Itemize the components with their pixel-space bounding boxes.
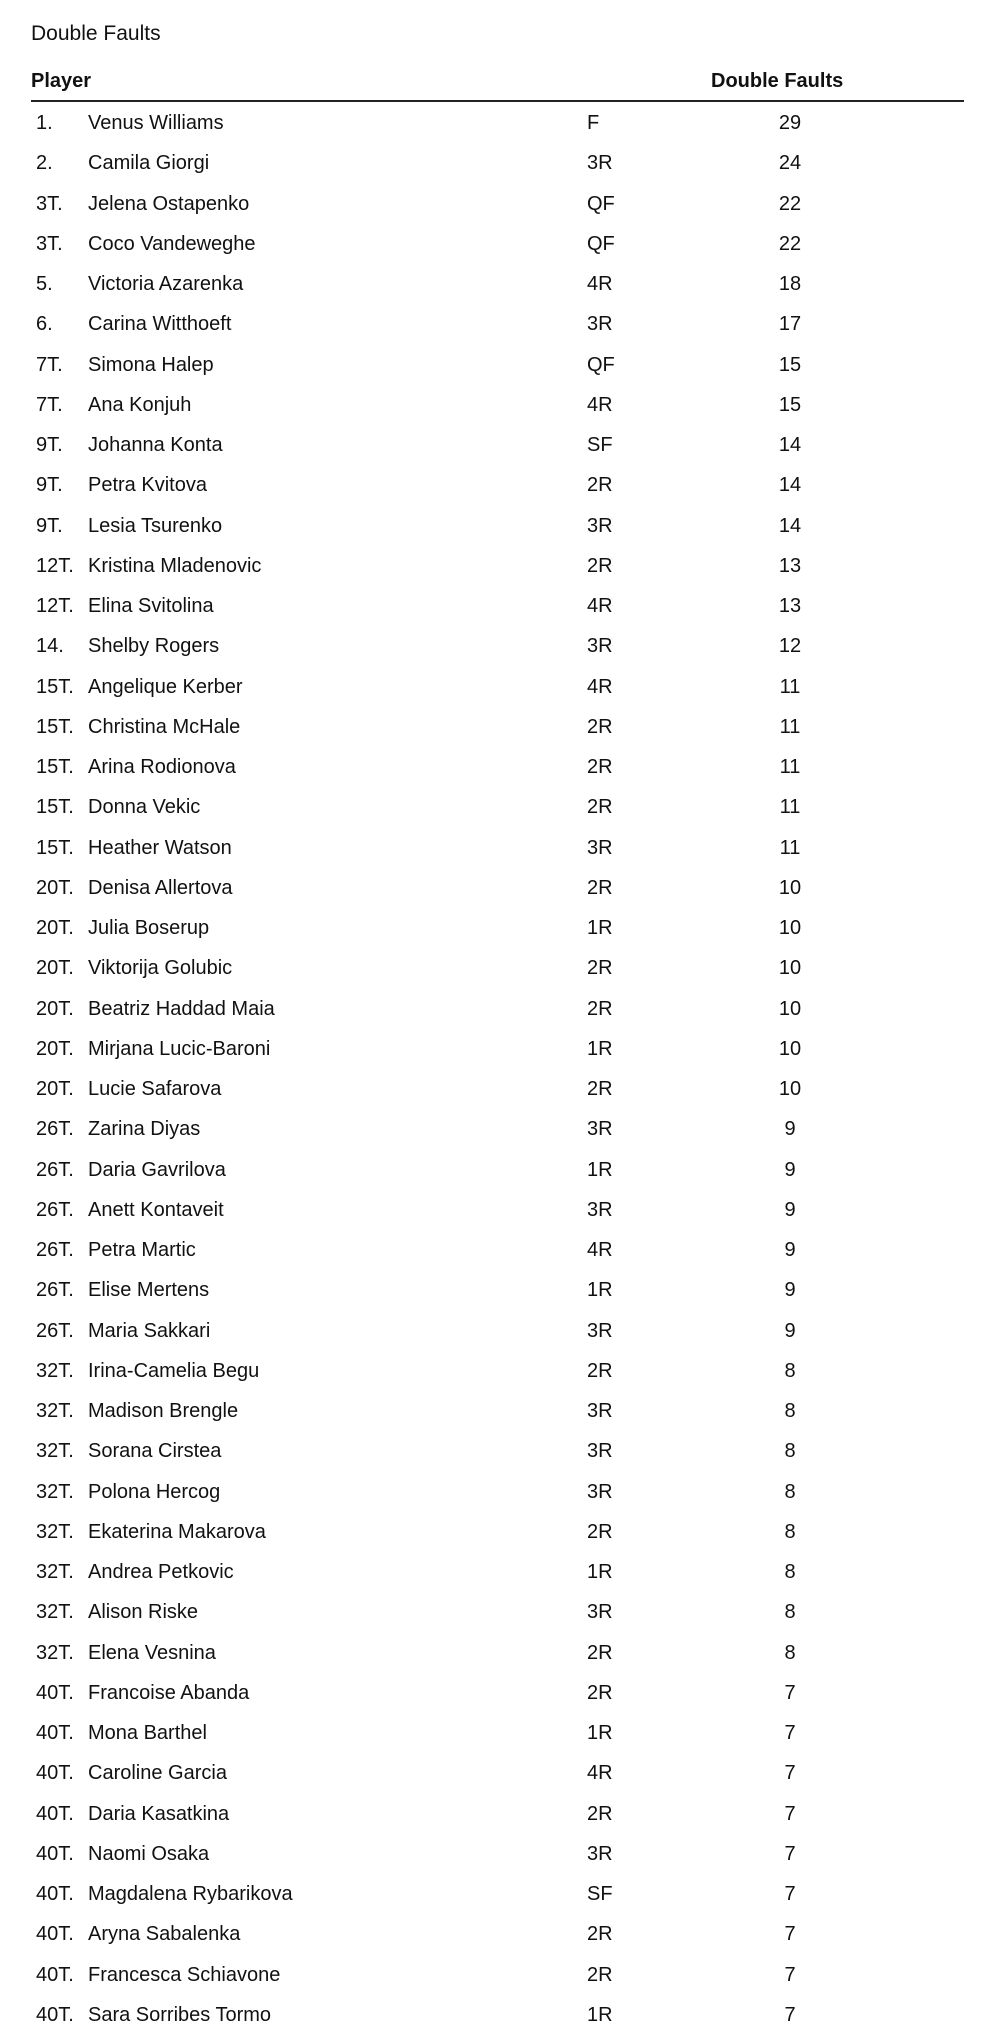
rank-cell: 7T. — [36, 393, 63, 416]
round-cell: 2R — [587, 1078, 613, 1100]
rank-cell: 20T. — [36, 1078, 74, 1100]
player-name-cell: Francesca Schiavone — [88, 1963, 281, 1986]
rank-cell: 32T. — [36, 1480, 74, 1503]
rank-cell: 40T. — [36, 1802, 74, 1825]
table-row — [0, 107, 992, 147]
rank-cell: 12T. — [36, 595, 74, 617]
round-cell: 4R — [587, 675, 613, 698]
rank-cell: 1. — [36, 112, 53, 134]
table-row — [0, 1234, 992, 1274]
rank-cell: 26T. — [36, 1239, 74, 1261]
rank-cell: 20T. — [36, 997, 74, 1020]
player-name-cell: Magdalena Rybarikova — [88, 1883, 293, 1905]
player-name-cell: Daria Gavrilova — [88, 1158, 226, 1181]
rank-cell: 40T. — [36, 1963, 74, 1986]
double-faults-cell: 10 — [778, 1078, 802, 1100]
double-faults-cell: 10 — [778, 1037, 802, 1060]
double-faults-cell: 9 — [784, 1158, 796, 1181]
player-name-cell: Elina Svitolina — [88, 595, 214, 617]
player-name-cell: Victoria Azarenka — [88, 273, 244, 295]
table-title: Double Faults — [31, 22, 161, 45]
table-row — [0, 1274, 992, 1314]
double-faults-cell: 11 — [779, 756, 801, 778]
round-cell: QF — [587, 232, 615, 255]
table-row — [0, 550, 992, 590]
round-cell: 2R — [587, 1520, 613, 1543]
rank-cell: 12T. — [36, 554, 74, 577]
player-name-cell: Elena Vesnina — [88, 1641, 216, 1664]
double-faults-cell: 7 — [784, 1923, 796, 1946]
player-name-cell: Petra Martic — [88, 1239, 196, 1261]
table-row — [0, 1999, 992, 2039]
rank-cell: 15T. — [36, 756, 74, 778]
rank-cell: 2. — [36, 152, 53, 175]
table-row — [0, 1315, 992, 1355]
rank-cell: 32T. — [36, 1400, 74, 1422]
player-name-cell: Denisa Allertova — [88, 876, 233, 899]
round-cell: 3R — [587, 1842, 613, 1865]
round-cell: 3R — [587, 1118, 613, 1141]
double-faults-cell: 8 — [784, 1359, 796, 1382]
rank-cell: 32T. — [36, 1561, 74, 1583]
rank-cell: 5. — [36, 273, 53, 295]
round-cell: 3R — [587, 1440, 613, 1463]
round-cell: 1R — [587, 1158, 613, 1181]
table-row — [0, 1435, 992, 1475]
double-faults-cell: 7 — [784, 1802, 796, 1825]
double-faults-cell: 7 — [784, 1963, 796, 1986]
double-faults-cell: 18 — [778, 273, 802, 295]
rank-cell: 7T. — [36, 353, 63, 376]
rank-cell: 15T. — [36, 715, 74, 738]
player-name-cell: Anett Kontaveit — [88, 1198, 224, 1221]
rank-cell: 40T. — [36, 1722, 74, 1744]
player-name-cell: Mona Barthel — [88, 1722, 207, 1744]
table-row — [0, 1677, 992, 1717]
rank-cell: 3T. — [36, 192, 63, 215]
round-cell: 1R — [587, 1722, 613, 1744]
double-faults-cell: 22 — [778, 192, 802, 215]
player-name-cell: Shelby Rogers — [88, 635, 220, 658]
player-name-cell: Sorana Cirstea — [88, 1440, 222, 1463]
table-row — [0, 912, 992, 952]
round-cell: 1R — [587, 1279, 613, 1302]
round-cell: 3R — [587, 1601, 613, 1624]
table-row — [0, 791, 992, 831]
round-cell: 2R — [587, 1359, 613, 1382]
double-faults-cell: 24 — [778, 152, 802, 175]
round-cell: 4R — [587, 1762, 613, 1785]
table-row — [0, 389, 992, 429]
double-faults-cell: 8 — [784, 1400, 796, 1422]
player-name-cell: Elise Mertens — [88, 1279, 210, 1302]
double-faults-cell: 17 — [778, 313, 802, 336]
round-cell: 1R — [587, 1037, 613, 1060]
round-cell: 2R — [587, 1641, 613, 1664]
player-name-cell: Ana Konjuh — [88, 393, 192, 416]
player-name-cell: Naomi Osaka — [88, 1842, 210, 1865]
round-cell: 2R — [587, 957, 613, 980]
player-name-cell: Julia Boserup — [88, 917, 210, 939]
round-cell: 4R — [587, 273, 613, 295]
player-name-cell: Christina McHale — [88, 715, 241, 738]
table-row — [0, 872, 992, 912]
double-faults-cell: 8 — [784, 1440, 796, 1463]
rank-cell: 40T. — [36, 2003, 74, 2026]
round-cell: QF — [587, 353, 615, 376]
rank-cell: 20T. — [36, 917, 74, 939]
table-row — [0, 268, 992, 308]
round-cell: 2R — [587, 796, 613, 819]
double-faults-cell: 9 — [784, 1118, 796, 1141]
table-row — [0, 1918, 992, 1958]
player-name-cell: Camila Giorgi — [88, 152, 210, 175]
double-faults-cell: 9 — [784, 1279, 796, 1302]
double-faults-cell: 9 — [784, 1319, 796, 1342]
double-faults-cell: 11 — [779, 675, 801, 698]
round-cell: 2R — [587, 474, 613, 497]
rank-cell: 40T. — [36, 1842, 74, 1865]
table-row — [0, 1878, 992, 1918]
double-faults-cell: 13 — [778, 595, 802, 617]
double-faults-cell: 15 — [778, 393, 802, 416]
round-cell: 2R — [587, 756, 613, 778]
round-cell: 3R — [587, 836, 613, 859]
rank-cell: 26T. — [36, 1118, 74, 1141]
player-name-cell: Jelena Ostapenko — [88, 192, 250, 215]
table-row — [0, 1637, 992, 1677]
rank-cell: 32T. — [36, 1641, 74, 1664]
table-row — [0, 228, 992, 268]
table-row — [0, 1033, 992, 1073]
table-row — [0, 630, 992, 670]
player-name-cell: Angelique Kerber — [88, 675, 243, 698]
round-cell: F — [587, 112, 600, 134]
table-row — [0, 993, 992, 1033]
round-cell: 3R — [587, 1198, 613, 1221]
double-faults-cell: 15 — [778, 353, 802, 376]
rank-cell: 14. — [36, 635, 64, 658]
player-name-cell: Caroline Garcia — [88, 1762, 227, 1785]
double-faults-cell: 7 — [784, 1722, 796, 1744]
table-row — [0, 952, 992, 992]
rank-cell: 40T. — [36, 1681, 74, 1704]
round-cell: 4R — [587, 1239, 613, 1261]
player-name-cell: Beatriz Haddad Maia — [88, 997, 275, 1020]
rank-cell: 15T. — [36, 675, 74, 698]
round-cell: 1R — [587, 917, 613, 939]
double-faults-column-header: Double Faults — [711, 70, 844, 92]
double-faults-cell: 9 — [784, 1198, 796, 1221]
player-name-cell: Zarina Diyas — [88, 1118, 201, 1141]
player-name-cell: Simona Halep — [88, 353, 214, 376]
double-faults-cell: 7 — [784, 1883, 796, 1905]
table-row — [0, 510, 992, 550]
rank-cell: 3T. — [36, 232, 63, 255]
table-row — [0, 1717, 992, 1757]
rank-cell: 40T. — [36, 1762, 74, 1785]
round-cell: 2R — [587, 876, 613, 899]
table-row — [0, 469, 992, 509]
double-faults-cell: 8 — [784, 1520, 796, 1543]
double-faults-cell: 7 — [784, 1681, 796, 1704]
round-cell: 2R — [587, 1802, 613, 1825]
player-column-header: Player — [31, 70, 92, 92]
rank-cell: 9T. — [36, 434, 63, 456]
rank-cell: 40T. — [36, 1883, 74, 1905]
double-faults-cell: 29 — [778, 112, 802, 134]
round-cell: SF — [587, 1883, 613, 1905]
player-name-cell: Lesia Tsurenko — [88, 514, 223, 537]
player-name-cell: Alison Riske — [88, 1601, 199, 1624]
table-row — [0, 308, 992, 348]
table-row — [0, 429, 992, 469]
table-row — [0, 832, 992, 872]
table-row — [0, 1516, 992, 1556]
rank-cell: 15T. — [36, 836, 74, 859]
rank-cell: 9T. — [36, 514, 63, 537]
double-faults-cell: 12 — [778, 635, 802, 658]
rank-cell: 26T. — [36, 1279, 74, 1302]
player-name-cell: Polona Hercog — [88, 1480, 221, 1503]
double-faults-cell: 8 — [784, 1480, 796, 1503]
rank-cell: 40T. — [36, 1923, 74, 1946]
round-cell: 1R — [587, 2003, 613, 2026]
rank-cell: 32T. — [36, 1359, 74, 1382]
round-cell: 3R — [587, 152, 613, 175]
round-cell: 3R — [587, 635, 613, 658]
player-name-cell: Kristina Mladenovic — [88, 554, 262, 577]
player-name-cell: Donna Vekic — [88, 796, 201, 819]
player-name-cell: Venus Williams — [88, 112, 224, 134]
player-name-cell: Mirjana Lucic-Baroni — [88, 1037, 271, 1060]
table-row — [0, 188, 992, 228]
double-faults-cell: 14 — [778, 474, 802, 497]
rank-cell: 26T. — [36, 1319, 74, 1342]
table-row — [0, 1959, 992, 1999]
round-cell: 3R — [587, 1480, 613, 1503]
table-row — [0, 671, 992, 711]
player-name-cell: Petra Kvitova — [88, 474, 207, 497]
round-cell: 1R — [587, 1561, 613, 1583]
table-row — [0, 1556, 992, 1596]
player-name-cell: Heather Watson — [88, 836, 232, 859]
player-name-cell: Aryna Sabalenka — [88, 1923, 241, 1946]
table-row — [0, 751, 992, 791]
round-cell: 3R — [587, 1319, 613, 1342]
player-name-cell: Irina-Camelia Begu — [88, 1359, 260, 1382]
player-name-cell: Arina Rodionova — [88, 756, 236, 778]
double-faults-cell: 7 — [784, 2003, 796, 2026]
rank-cell: 20T. — [36, 957, 74, 980]
round-cell: 2R — [587, 997, 613, 1020]
double-faults-cell: 8 — [784, 1641, 796, 1664]
double-faults-cell: 11 — [779, 715, 801, 738]
rank-cell: 32T. — [36, 1440, 74, 1463]
double-faults-cell: 8 — [784, 1561, 796, 1583]
round-cell: 3R — [587, 313, 613, 336]
round-cell: 2R — [587, 1963, 613, 1986]
round-cell: 4R — [587, 393, 613, 416]
player-name-cell: Daria Kasatkina — [88, 1802, 230, 1825]
rank-cell: 26T. — [36, 1198, 74, 1221]
player-name-cell: Ekaterina Makarova — [88, 1520, 266, 1543]
rank-cell: 20T. — [36, 1037, 74, 1060]
player-name-cell: Carina Witthoeft — [88, 313, 232, 336]
round-cell: 2R — [587, 554, 613, 577]
table-row — [0, 1194, 992, 1234]
double-faults-cell: 10 — [778, 957, 802, 980]
round-cell: 4R — [587, 595, 613, 617]
player-name-cell: Andrea Petkovic — [88, 1561, 234, 1583]
double-faults-cell: 10 — [778, 876, 802, 899]
table-row — [0, 590, 992, 630]
table-row — [0, 1596, 992, 1636]
rank-cell: 20T. — [36, 876, 74, 899]
table-row — [0, 349, 992, 389]
round-cell: QF — [587, 192, 615, 215]
round-cell: 2R — [587, 715, 613, 738]
rank-cell: 32T. — [36, 1601, 74, 1624]
double-faults-cell: 8 — [784, 1601, 796, 1624]
table-row — [0, 1113, 992, 1153]
rank-cell: 9T. — [36, 474, 63, 497]
table-row — [0, 1355, 992, 1395]
table-row — [0, 1395, 992, 1435]
double-faults-cell: 11 — [779, 796, 801, 819]
player-name-cell: Francoise Abanda — [88, 1681, 250, 1704]
player-name-cell: Johanna Konta — [88, 434, 223, 456]
player-name-cell: Sara Sorribes Tormo — [88, 2003, 272, 2026]
double-faults-cell: 7 — [784, 1762, 796, 1785]
double-faults-cell: 10 — [778, 997, 802, 1020]
table-row — [0, 147, 992, 187]
double-faults-cell: 14 — [778, 434, 802, 456]
double-faults-cell: 11 — [779, 836, 801, 859]
player-list — [0, 107, 992, 2039]
double-faults-cell: 14 — [778, 514, 802, 537]
player-name-cell: Madison Brengle — [88, 1400, 239, 1422]
rank-cell: 26T. — [36, 1158, 74, 1181]
round-cell: SF — [587, 434, 613, 456]
table-row — [0, 1757, 992, 1797]
double-faults-cell: 9 — [784, 1239, 796, 1261]
table-row — [0, 1154, 992, 1194]
double-faults-cell: 7 — [784, 1842, 796, 1865]
round-cell: 3R — [587, 1400, 613, 1422]
player-name-cell: Lucie Safarova — [88, 1078, 222, 1100]
player-name-cell: Maria Sakkari — [88, 1319, 211, 1342]
rank-cell: 15T. — [36, 796, 74, 819]
double-faults-cell: 10 — [778, 917, 802, 939]
rank-cell: 6. — [36, 313, 53, 336]
table-row — [0, 1476, 992, 1516]
player-name-cell: Viktorija Golubic — [88, 957, 233, 980]
table-row — [0, 1073, 992, 1113]
round-cell: 2R — [587, 1681, 613, 1704]
rank-cell: 32T. — [36, 1520, 74, 1543]
table-header — [31, 66, 964, 102]
table-row — [0, 711, 992, 751]
round-cell: 2R — [587, 1923, 613, 1946]
round-cell: 3R — [587, 514, 613, 537]
table-row — [0, 1838, 992, 1878]
double-faults-cell: 13 — [778, 554, 802, 577]
player-name-cell: Coco Vandeweghe — [88, 232, 256, 255]
table-row — [0, 1798, 992, 1838]
double-faults-cell: 22 — [778, 232, 802, 255]
